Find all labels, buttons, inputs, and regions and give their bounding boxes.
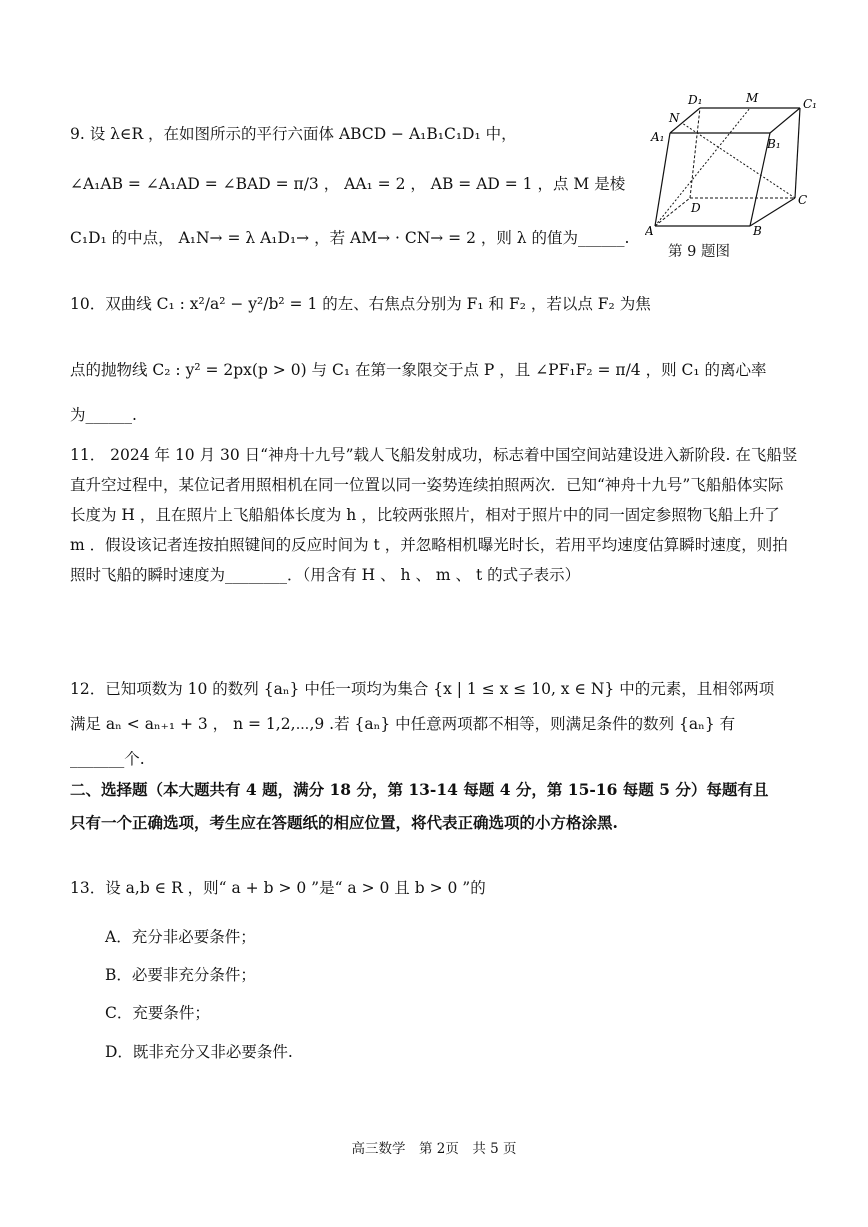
- q9-line1: 9. 设 λ∈R ，在如图所示的平行六面体 ABCD − A₁B₁C₁D₁ 中，: [70, 125, 517, 143]
- q12-line3: _______个.: [70, 750, 145, 768]
- q10-line1: 10．双曲线 C₁ : x²/a² − y²/b² = 1 的左、右焦点分别为 F₁ 和 F₂ ，若以点 F₂ 为焦: [70, 295, 651, 313]
- label-A1: A₁: [651, 130, 665, 144]
- label-M: M: [746, 91, 759, 105]
- label-C: C: [798, 193, 808, 207]
- q11-text: 11． 2024 年 10 月 30 日“神舟十九号”载人飞船发射成功，标志着中国空间站建设进入新阶段. 在飞船竖直升空过程中，某位记者用照相机在同一位置以同一姿势连续拍照两次．已知“神舟十九号”飞船船体实际长度为 H ，且在照片上飞船船体长度为 h ，比较两张照片，相对于照片中的同一固定参照物飞船上升了 m ．假设该记者连按拍照键间的反应时间为 t ，并忽略相机曝光时长，若用平均速度估算瞬时速度，则拍照时飞船的瞬时速度为________．（用含有 H 、 h 、 m 、 t 的式子表示）: [70, 446, 798, 584]
- page-footer: 高三数学 第 2页 共 5 页: [351, 1141, 517, 1157]
- q9-line2: ∠A₁AB = ∠A₁AD = ∠BAD = π/3 ， AA₁ = 2 ， AB = AD = 1 ，点 M 是棱: [70, 175, 626, 193]
- q10-line2: 点的抛物线 C₂ : y² = 2px(p > 0) 与 C₁ 在第一象限交于点 P ，且 ∠PF₁F₂ = π/4 ，则 C₁ 的离心率: [70, 361, 767, 379]
- parallelepiped-figure: [645, 88, 825, 263]
- label-B1: B₁: [767, 137, 781, 151]
- q13-option-c: C．充要条件；: [105, 1004, 210, 1022]
- section2-heading-line2: 只有一个正确选项，考生应在答题纸的相应位置，将代表正确选项的小方格涂黑.: [70, 813, 618, 832]
- section2-heading-line1: 二、选择题（本大题共有 4 题，满分 18 分，第 13-14 每题 4 分，第 15-16 每题 5 分）每题有且: [70, 780, 769, 799]
- q13-stem: 13．设 a,b ∈ R ，则“ a + b > 0 ”是“ a > 0 且 b > 0 ”的: [70, 879, 486, 897]
- label-C1: C₁: [803, 97, 817, 111]
- q13-option-a: A．充分非必要条件；: [105, 928, 256, 946]
- q10-line3: 为______.: [70, 406, 137, 424]
- label-A: A: [645, 224, 654, 238]
- q13-option-d: D．既非充分又非必要条件.: [105, 1043, 293, 1061]
- q13-option-b: B．必要非充分条件；: [105, 966, 256, 984]
- label-D1: D₁: [688, 93, 703, 107]
- label-N: N: [669, 111, 680, 125]
- figure-caption: 第 9 题图: [668, 244, 730, 260]
- q12-line1: 12．已知项数为 10 的数列 {aₙ} 中任一项均为集合 {x | 1 ≤ x ≤ 10, x ∈ N} 中的元素，且相邻两项: [70, 680, 775, 698]
- label-B: B: [753, 224, 762, 238]
- q12-line2: 满足 aₙ < aₙ₊₁ + 3 ， n = 1,2,⋯,9 .若 {aₙ} 中任意两项都不相等，则满足条件的数列 {aₙ} 有: [70, 715, 736, 733]
- q9-line3: C₁D₁ 的中点， A₁N→ = λ A₁D₁→ ，若 AM→ · CN→ = 2 ，则 λ 的值为______.: [70, 229, 630, 247]
- label-D: D: [691, 201, 701, 215]
